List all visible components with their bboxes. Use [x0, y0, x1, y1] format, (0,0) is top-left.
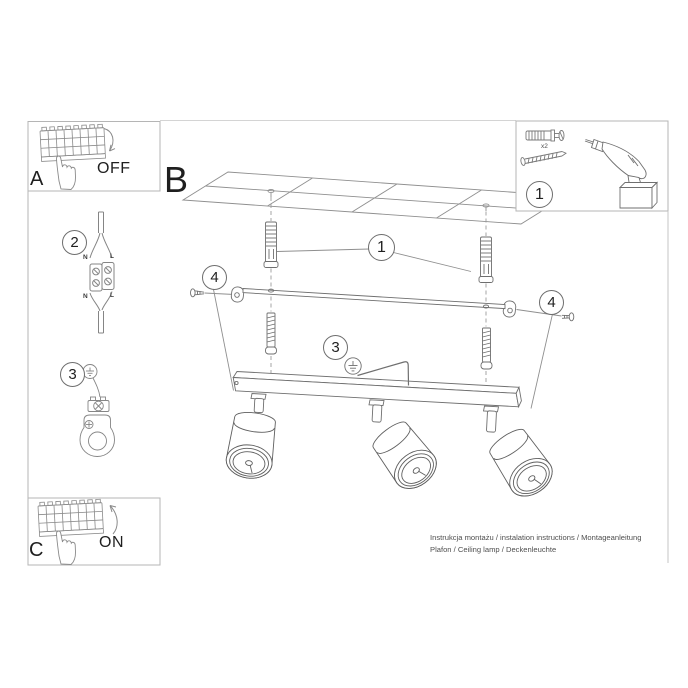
earth-ground-symbol-icon	[83, 365, 97, 379]
spotlight-head	[224, 410, 279, 481]
spotlight-head	[484, 424, 559, 504]
wall-plug-anchor-icon	[479, 237, 493, 283]
wire-label-n-top: N	[83, 254, 88, 261]
spotlight-stem	[484, 406, 499, 432]
ground-callout: 3	[323, 335, 348, 360]
dowel-quantity: x2	[541, 143, 548, 150]
bracket-right-callout: 4	[539, 290, 564, 315]
wire-label-l-top: L	[110, 253, 114, 260]
screws-callout: 1	[368, 234, 395, 261]
canopy-bracket-icon	[80, 415, 115, 457]
section-b-label: B	[164, 159, 189, 200]
bracket-left-callout: 4	[202, 265, 227, 290]
footer-line-2: Plafon / Ceiling lamp / Deckenleuchte	[430, 544, 557, 554]
wire-label-n-bottom: N	[83, 293, 88, 300]
mounting-screw-icon	[481, 328, 492, 369]
step-3-left-callout: 3	[60, 362, 85, 387]
mounting-screw-icon	[266, 313, 277, 354]
footer-text	[430, 532, 641, 556]
fixing-screw-icon	[191, 289, 205, 297]
switch-state-off: OFF	[97, 160, 131, 177]
fixing-screw-icon	[562, 313, 574, 321]
switch-state-on: ON	[99, 534, 124, 551]
panel-a-label: A	[30, 168, 44, 190]
step-2-callout: 2	[62, 230, 87, 255]
wire-label-l-bottom: L	[110, 292, 114, 299]
wire-terminal-block-icon	[88, 397, 109, 412]
footer-line-1: Instrukcja montażu / instalation instructions / Montageanleitung	[430, 533, 642, 542]
spotlight-stem	[251, 394, 266, 413]
ground-terminal-diagram	[80, 365, 115, 457]
panel-c-label: C	[29, 539, 44, 561]
ceiling-panel	[183, 172, 566, 224]
wiring-diagram	[90, 212, 114, 333]
spotlight-stem	[369, 400, 384, 422]
spotlight-head	[368, 416, 444, 496]
wall-plug-anchor-icon	[264, 222, 278, 268]
earth-ground-symbol-icon	[345, 358, 361, 374]
wire-terminal-block-icon	[90, 263, 114, 292]
hardware-box-callout: 1	[526, 181, 553, 208]
